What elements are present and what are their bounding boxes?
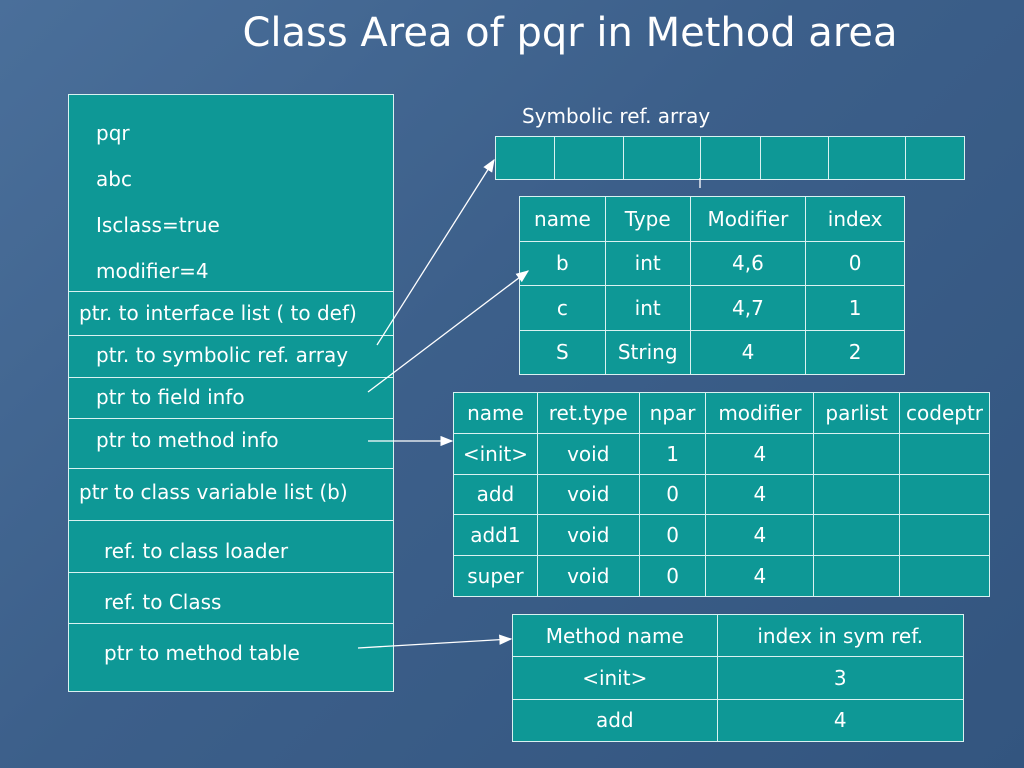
header-cell: index (806, 197, 905, 242)
symbolic-ref-array-label: Symbolic ref. array (522, 104, 711, 128)
table-cell: 4 (717, 699, 963, 741)
table-cell: String (605, 330, 690, 375)
header-cell: Type (605, 197, 690, 242)
header-cell: name (520, 197, 606, 242)
table-cell: S (520, 330, 606, 375)
header-cell: Method name (513, 615, 718, 657)
header-cell: Modifier (690, 197, 806, 242)
table-cell: 4,7 (690, 286, 806, 331)
table-cell: 4 (706, 433, 814, 474)
table-cell: 0 (639, 515, 706, 556)
ref-class: ref. to Class (104, 590, 222, 614)
arrow-to-field-info (368, 271, 528, 392)
table-cell: 2 (806, 330, 905, 375)
ref-class-loader: ref. to class loader (104, 539, 289, 563)
table-cell: 0 (806, 241, 905, 286)
header-cell: npar (639, 393, 706, 434)
table-cell: 4 (706, 556, 814, 597)
table-cell: 0 (639, 474, 706, 515)
table-cell: add1 (454, 515, 538, 556)
header-cell: ret.type (537, 393, 639, 434)
superclass-label: abc (96, 167, 132, 191)
header-cell: modifier (706, 393, 814, 434)
ptr-class-variable-list: ptr to class variable list (b) (79, 480, 348, 504)
header-cell: name (454, 393, 538, 434)
table-cell: int (605, 286, 690, 331)
table-cell: super (454, 556, 538, 597)
ptr-symbolic-ref-array: ptr. to symbolic ref. array (96, 343, 349, 367)
table-cell: c (520, 286, 606, 331)
table-cell: 3 (717, 657, 963, 699)
table-cell: <init> (454, 433, 538, 474)
header-cell: codeptr (900, 393, 990, 434)
table-cell: 1 (806, 286, 905, 331)
arrow-to-symbolic-ref-array (377, 160, 494, 345)
slide-title: Class Area of pqr in Method area (242, 10, 898, 56)
table-cell: void (537, 556, 639, 597)
ptr-method-table: ptr to method table (104, 641, 300, 665)
modifier-label: modifier=4 (96, 259, 209, 283)
table-cell: 4 (706, 515, 814, 556)
header-cell: parlist (814, 393, 900, 434)
table-cell: 0 (639, 556, 706, 597)
ptr-interface-list: ptr. to interface list ( to def) (79, 301, 357, 325)
table-cell: <init> (513, 657, 718, 699)
table-cell: void (537, 433, 639, 474)
table-cell: void (537, 474, 639, 515)
table-cell: b (520, 241, 606, 286)
table-cell: 4,6 (690, 241, 806, 286)
class-name-label: pqr (96, 121, 130, 145)
ptr-method-info: ptr to method info (96, 428, 279, 452)
table-cell: int (605, 241, 690, 286)
table-cell: void (537, 515, 639, 556)
isclass-label: Isclass=true (96, 213, 220, 237)
table-cell: add (513, 699, 718, 741)
arrow-to-method-table (358, 639, 511, 648)
header-cell: index in sym ref. (717, 615, 963, 657)
table-cell: add (454, 474, 538, 515)
table-cell: 4 (706, 474, 814, 515)
table-cell: 4 (690, 330, 806, 375)
table-cell: 1 (639, 433, 706, 474)
ptr-field-info: ptr to field info (96, 385, 245, 409)
